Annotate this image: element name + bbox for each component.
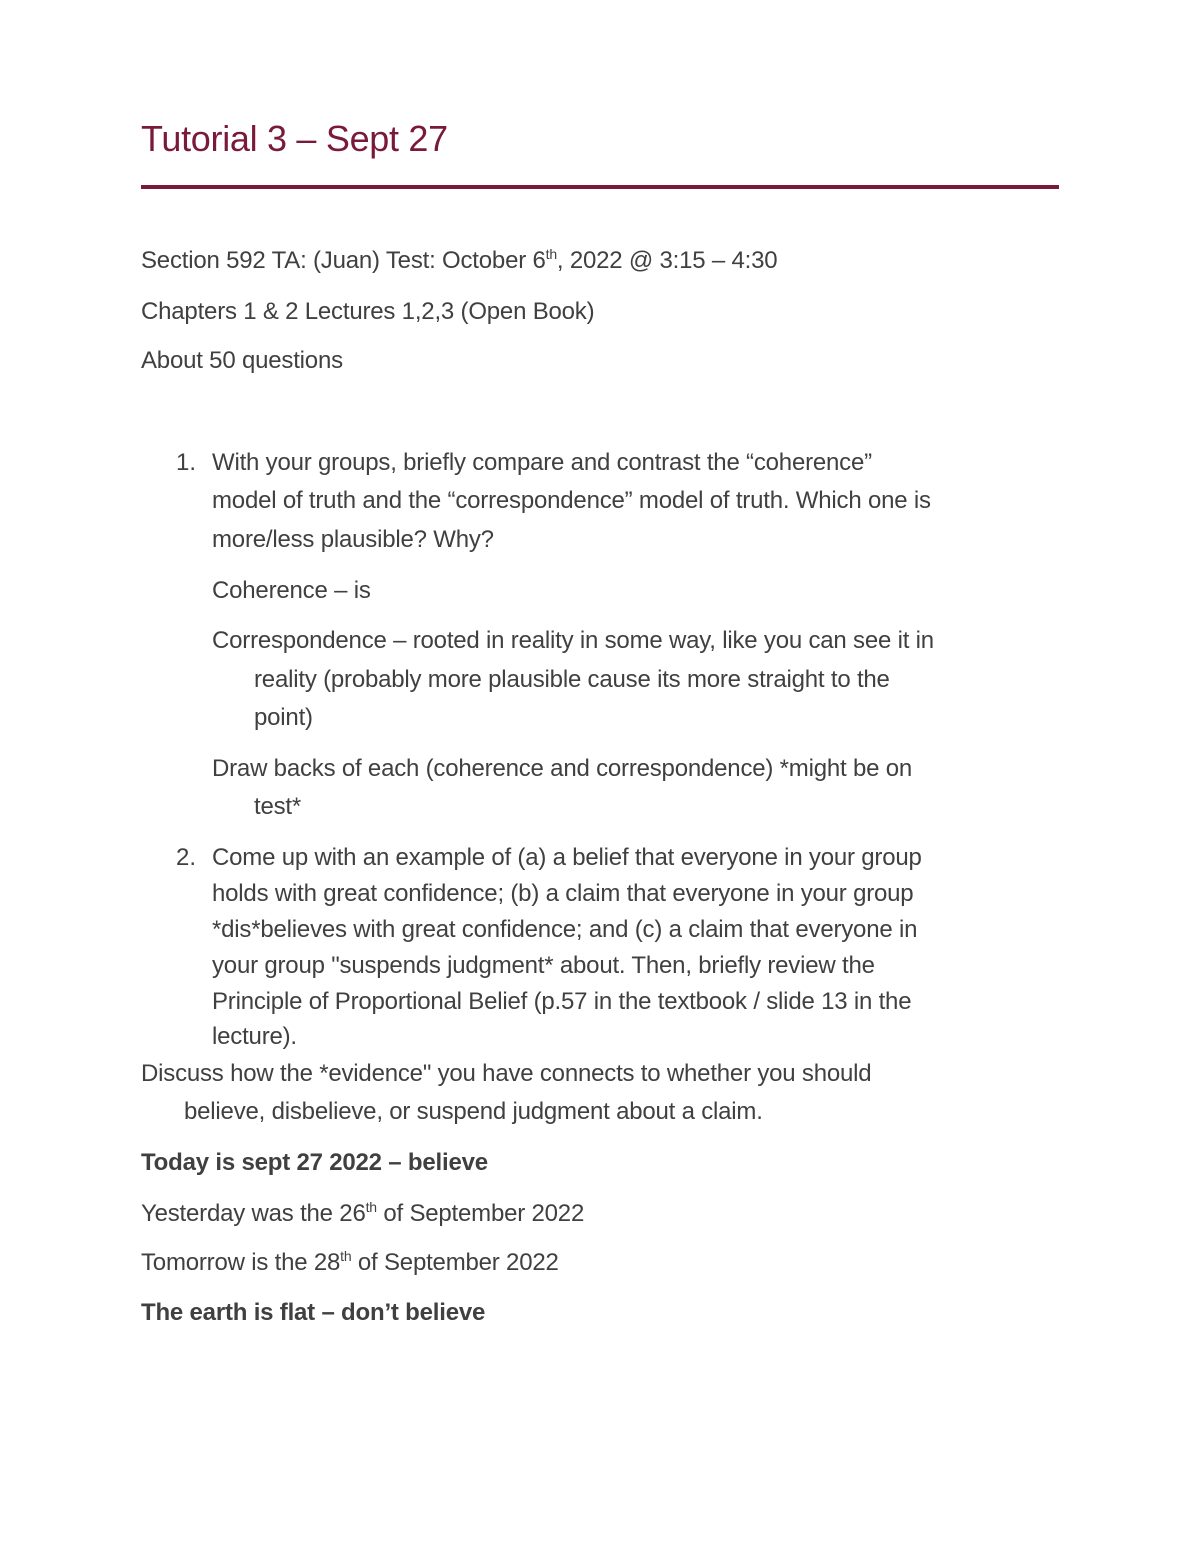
question-2-line: lecture). (212, 1023, 297, 1050)
correspondence-note-line: point) (254, 704, 313, 731)
question-2-number: 2. (176, 844, 197, 871)
page-title: Tutorial 3 – Sept 27 (141, 118, 448, 159)
example-tomorrow: Tomorrow is the 28th of September 2022 (141, 1248, 559, 1276)
drawbacks-note-line: Draw backs of each (coherence and correspondence) *might be on (212, 755, 913, 782)
drawbacks-note-line: test* (254, 793, 302, 820)
correspondence-note-line: Correspondence – rooted in reality in some way, like you can see it in (212, 627, 934, 654)
coherence-note: Coherence – is (212, 577, 371, 604)
question-1-line: model of truth and the “correspondence” model of truth. Which one is (212, 487, 931, 514)
question-2-line: *dis*believes with great confidence; and (c) a claim that everyone in (212, 916, 918, 943)
meta-line-chapters: Chapters 1 & 2 Lectures 1,2,3 (Open Book) (141, 298, 595, 325)
discuss-line: Discuss how the *evidence" you have connects to whether you should (141, 1060, 872, 1087)
example-yesterday: Yesterday was the 26th of September 2022 (141, 1199, 585, 1227)
question-2-line: holds with great confidence; (b) a claim that everyone in your group (212, 880, 914, 907)
question-2-line: Principle of Proportional Belief (p.57 in the textbook / slide 13 in the (212, 988, 912, 1015)
question-2-line: your group "suspends judgment* about. Then, briefly review the (212, 952, 875, 979)
question-1-number: 1. (176, 449, 197, 476)
example-earth-flat: The earth is flat – don’t believe (141, 1299, 486, 1326)
question-2-line: Come up with an example of (a) a belief that everyone in your group (212, 844, 922, 871)
correspondence-note-line: reality (probably more plausible cause its more straight to the (254, 666, 890, 693)
discuss-line: believe, disbelieve, or suspend judgment about a claim. (184, 1098, 763, 1125)
meta-line-questions: About 50 questions (141, 347, 343, 374)
example-today: Today is sept 27 2022 – believe (141, 1149, 488, 1176)
title-underline (141, 185, 1059, 189)
meta-line-test-info: Section 592 TA: (Juan) Test: October 6th, 2022 @ 3:15 – 4:30 (141, 246, 778, 274)
question-1-line: With your groups, briefly compare and contrast the “coherence” (212, 449, 872, 476)
question-1-line: more/less plausible? Why? (212, 526, 494, 553)
